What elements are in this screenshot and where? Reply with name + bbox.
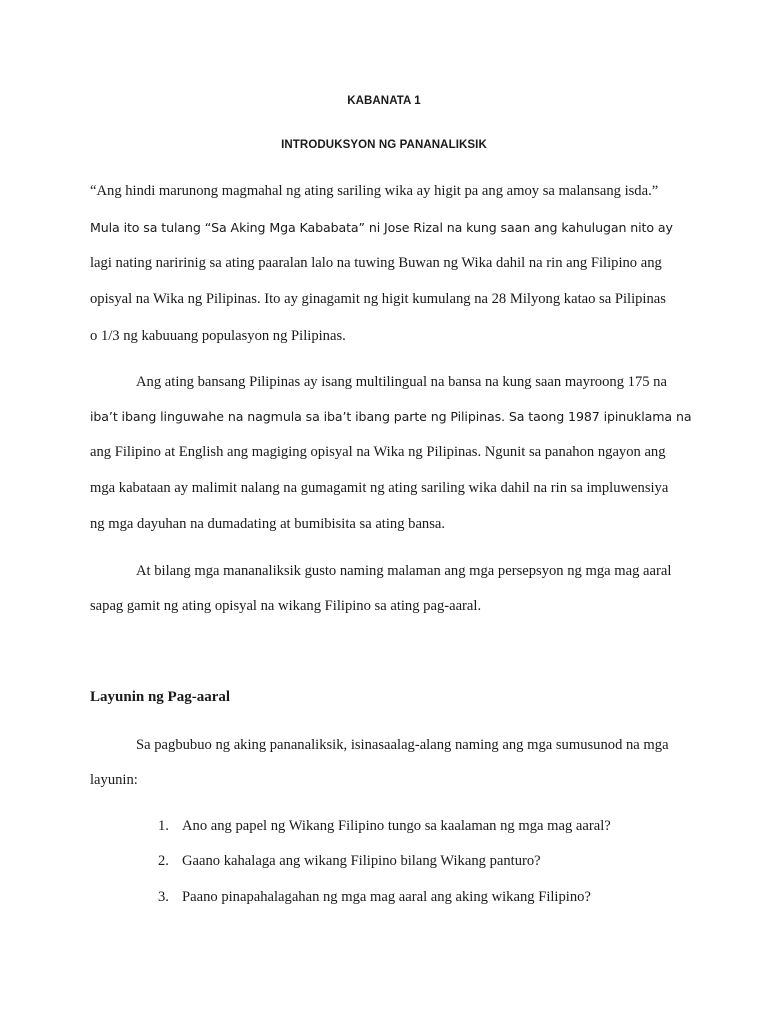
- paragraph-line: At bilang mga mananaliksik gusto naming malaman ang mga persepsyon ng mga mag aaral: [136, 563, 672, 579]
- list-number: 1.: [158, 818, 169, 834]
- paragraph-line: mga kabataan ay malimit nalang na gumagamit ng ating sariling wika dahil na rin sa impluwensiya: [90, 480, 669, 496]
- list-item: [158, 888, 591, 906]
- paragraph-line: layunin:: [90, 772, 138, 788]
- paragraph-line: lagi nating naririnig sa ating paaralan lalo na tuwing Buwan ng Wika dahil na rin ang Filipino ang: [90, 255, 662, 271]
- list-text: Gaano kahalaga ang wikang Filipino bilang Wikang panturo?: [182, 853, 541, 869]
- paragraph-line: opisyal na Wika ng Pilipinas. Ito ay ginagamit ng higit kumulang na 28 Milyong katao sa Pilipinas: [90, 291, 666, 307]
- paragraph-line: Mula ito sa tulang “Sa Aking Mga Kababata” ni Jose Rizal na kung saan ang kahulugan nito ay: [90, 220, 673, 235]
- list-text: Paano pinapahalagahan ng mga mag aaral ang aking wikang Filipino?: [182, 889, 591, 905]
- paragraph-line: “Ang hindi marunong magmahal ng ating sariling wika ay higit pa ang amoy sa malansang isda.”: [90, 183, 659, 199]
- paragraph-line: sapag gamit ng ating opisyal na wikang Filipino sa ating pag-aaral.: [90, 598, 482, 614]
- paragraph-line: o 1/3 ng kabuuang populasyon ng Pilipinas.: [90, 328, 346, 344]
- paragraph-line-mixed: [90, 408, 691, 426]
- chapter-heading: KABANATA 1: [347, 95, 421, 107]
- paragraph-line: Ang ating bansang Pilipinas ay isang multilingual na bansa na kung saan mayroong 175 na: [136, 374, 667, 390]
- paragraph-line: ang Filipino at English ang magiging opisyal na Wika ng Pilipinas. Ngunit sa panahon ngayon ang: [90, 444, 666, 460]
- list-item: [158, 817, 611, 835]
- paragraph-run: iba’t ibang linguwahe na nagmula sa iba’t ibang parte ng Pilipinas.: [90, 409, 505, 424]
- list-number: 2.: [158, 853, 169, 869]
- list-text: Ano ang papel ng Wikang Filipino tungo sa kaalaman ng mga mag aaral?: [182, 818, 611, 834]
- paragraph-line: ng mga dayuhan na dumadating at bumibisita sa ating bansa.: [90, 516, 446, 532]
- section-heading: Layunin ng Pag-aaral: [90, 689, 231, 705]
- paragraph-line: Sa pagbubuo ng aking pananaliksik, isinasaalag-alang naming ang mga sumusunod na mga: [136, 737, 669, 753]
- paragraph-run: Sa taong 1987 ipinuklama na: [504, 409, 692, 424]
- list-number: 3.: [158, 889, 169, 905]
- list-item: [158, 852, 541, 870]
- page-title: INTRODUKSYON NG PANANALIKSIK: [281, 139, 487, 151]
